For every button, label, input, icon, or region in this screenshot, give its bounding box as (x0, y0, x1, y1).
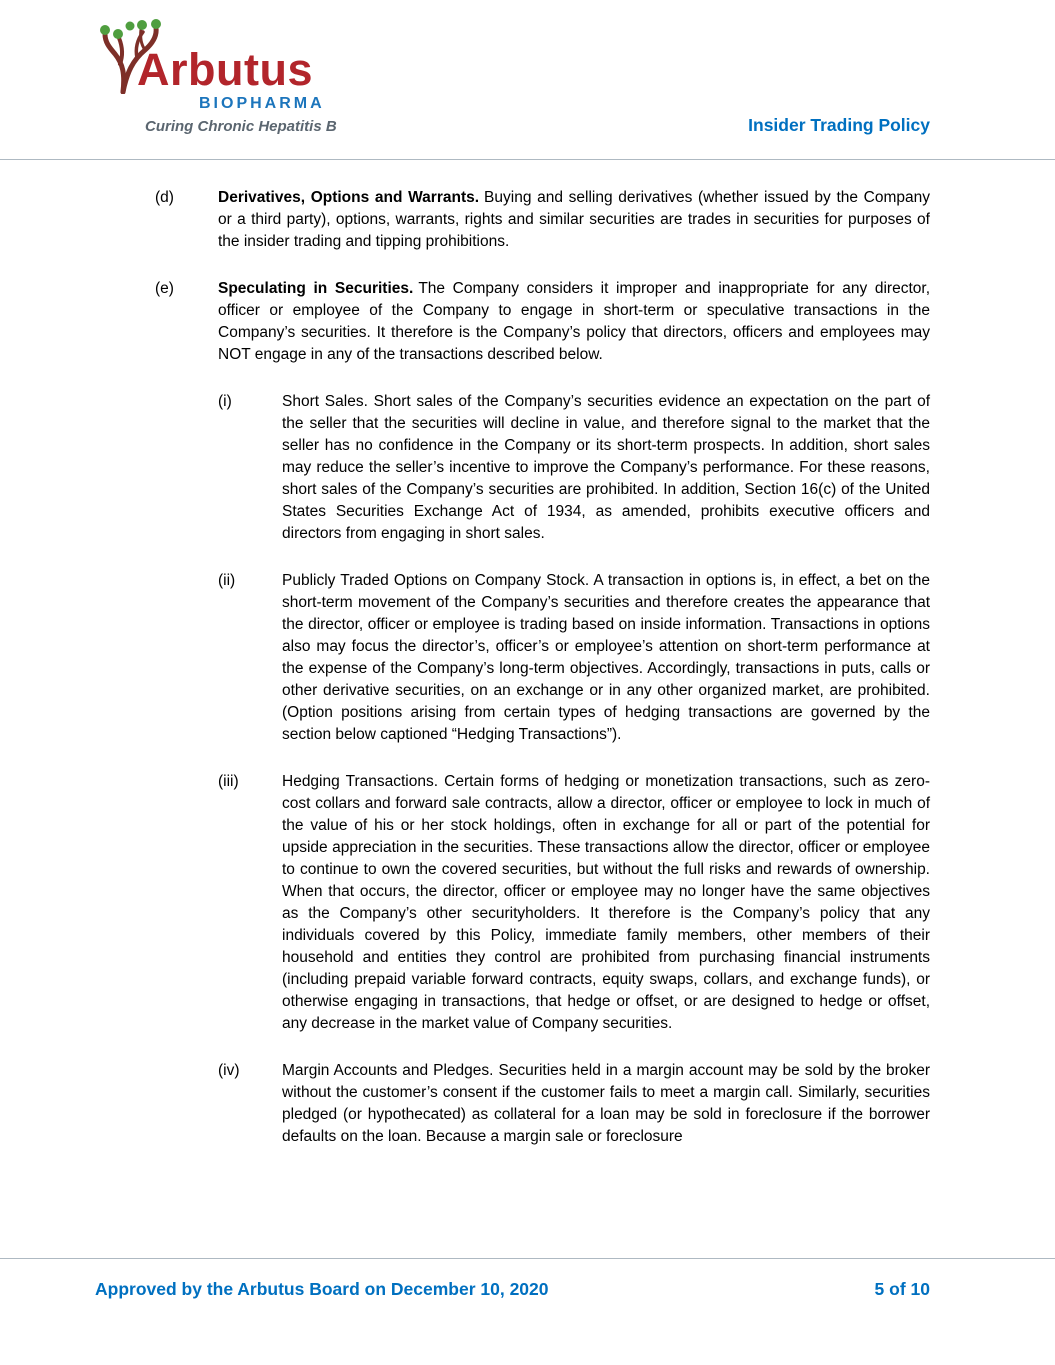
item-d-label: (d) (155, 189, 174, 206)
subitem-ii-label: (ii) (218, 572, 236, 589)
item-e-text: The Company considers it improper and inappropriate for any director, officer or employee of the Company to engage in short-term or speculative transactions in the Company’s securities. It therefore is the Company’s policy that directors, officers and employees may NOT engage in any of the transactions described below. (218, 280, 931, 363)
page-header (0, 0, 1055, 160)
logo-wordmark: Arbutus (137, 44, 313, 95)
approval-note: Approved by the Arbutus Board on December 10, 2020 (95, 1279, 549, 1299)
logo-tagline: Curing Chronic Hepatitis B (145, 118, 337, 135)
item-d-text: Buying and selling derivatives (whether issued by the Company or a third party), options, warrants, rights and similar securities are trades in securities for purposes of the insider trading and tipping prohibitions. (218, 189, 930, 250)
page-number: 5 of 10 (874, 1279, 930, 1299)
policy-subitem-iv (218, 1060, 930, 1148)
subitem-iv-text: Margin Accounts and Pledges. Securities held in a margin account may be sold by the broker without the customer’s consent if the customer fails to meet a margin call. Similarly, securities pledged (or hypothecated) as collateral for a loan may be sold in foreclosure if the borrower defaults on the loan. Because a margin sale or foreclosure (282, 1062, 930, 1145)
item-e-body (218, 278, 930, 366)
policy-subitem-i (218, 391, 930, 545)
subitem-iii-label: (iii) (218, 773, 239, 790)
subitem-ii-text: Publicly Traded Options on Company Stock. A transaction in options is, in effect, a bet on the short-term movement of the Company’s securities and therefore creates the appearance that the director, officer or employee is trading based on inside information. Transactions in options also may focus the director’s, officer’s or employee’s attention on short-term performance at the expense of the Company’s long-term objectives. Accordingly, transactions in puts, calls or other derivative securities, on an exchange or in any other organized market, are prohibited. (Option positions arising from certain types of hedging transactions are governed by the section below captioned “Hedging Transactions”). (282, 572, 930, 743)
arbutus-logo (85, 14, 365, 144)
subitem-iv-label: (iv) (218, 1062, 240, 1079)
subitem-i-text: Short Sales. Short sales of the Company’s securities evidence an expectation on the part of the seller that the securities will decline in value, and therefore signal to the market that the seller has no confidence in the Company or its short-term prospects. In addition, short sales may reduce the seller’s incentive to improve the Company’s performance. For these reasons, short sales of the Company’s securities are prohibited. In addition, Section 16(c) of the United States Securities Exchange Act of 1934, as amended, prohibits executive officers and directors from engaging in short sales. (282, 393, 930, 542)
subitem-i-label: (i) (218, 393, 232, 410)
item-d-heading: Derivatives, Options and Warrants. (218, 189, 480, 206)
policy-item-e (155, 278, 930, 366)
policy-content (0, 160, 1055, 1148)
page-footer (0, 1258, 1055, 1365)
policy-item-d (155, 187, 930, 253)
policy-subitem-ii (218, 570, 930, 746)
item-e-heading: Speculating in Securities. (218, 280, 414, 297)
logo-subtitle: BIOPHARMA (199, 95, 325, 112)
subitem-iii-text: Hedging Transactions. Certain forms of hedging or monetization transactions, such as zero-cost collars and forward sale contracts, allow a director, officer or employee to lock in much of the value of his or her stock holdings, often in exchange for all or part of the potential for upside appreciation in the securities. These transactions allow the director, officer or employee to continue to own the covered securities, but without the full risks and rewards of ownership. When that occurs, the director, officer or employee may no longer have the same objectives as the Company’s other securityholders. It therefore is the Company’s policy that any individuals covered by this Policy, immediate family members, other members of their household and entities they control are prohibited from purchasing financial instruments (including prepaid variable forward contracts, equity swaps, collars, and exchange funds), or otherwise engaging in transactions, that hedge or offset, or are designed to hedge or offset, any decrease in the market value of Company securities. (282, 773, 930, 1032)
policy-subitem-iii (218, 771, 930, 1035)
item-e-label: (e) (155, 280, 174, 297)
footer-row (0, 1259, 1055, 1300)
item-d-body (218, 187, 930, 253)
document-title: Insider Trading Policy (748, 115, 930, 135)
